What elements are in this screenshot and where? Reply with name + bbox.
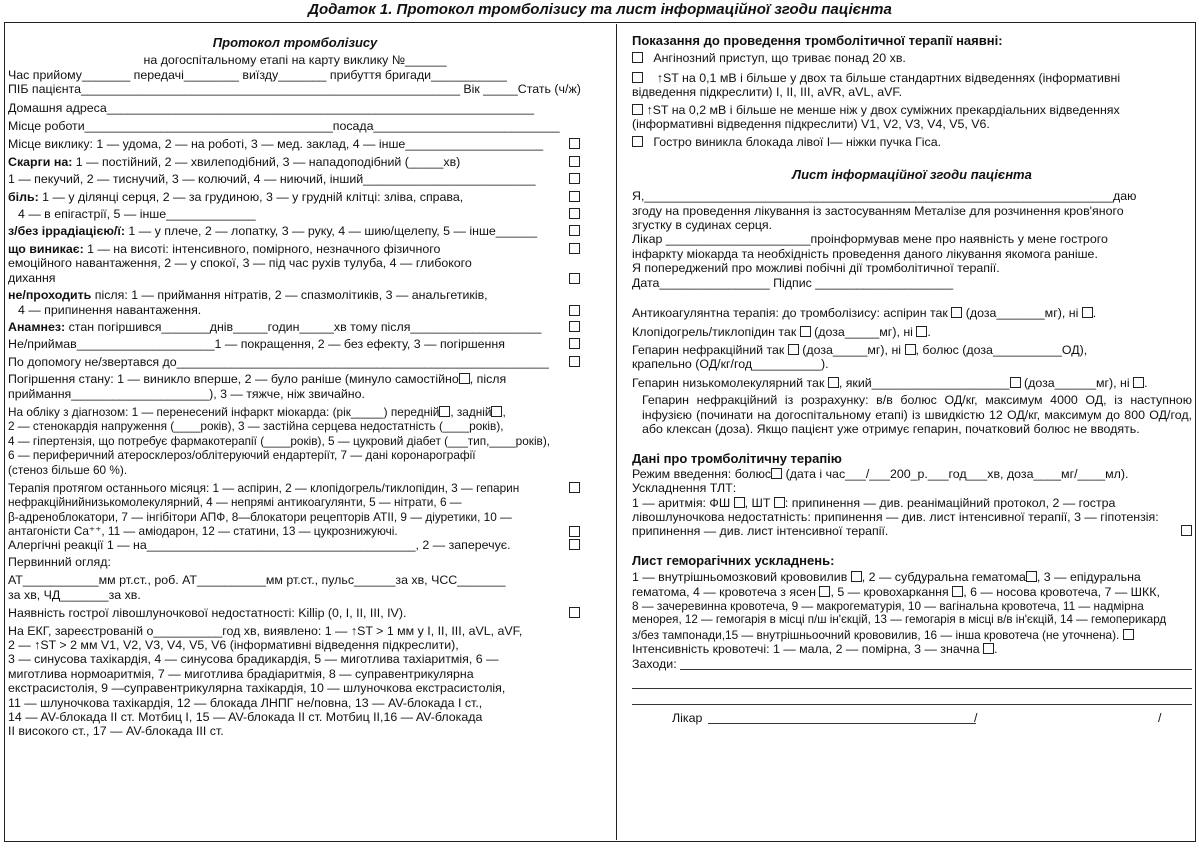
pain-other-row: 4 — в епігастрії, 5 — інше_____________ bbox=[8, 207, 582, 221]
lmwh-no-checkbox[interactable] bbox=[1133, 377, 1144, 388]
card-number-field[interactable]: на догоспітальному етапі на карту виклику №______ bbox=[143, 53, 447, 68]
call-place-row: Місце виклику: 1 — удома, 2 — на роботі, 3 — мед. заклад, 4 — інше____________________ bbox=[8, 137, 582, 151]
call-place-checkbox[interactable] bbox=[569, 138, 580, 149]
mi-posterior-checkbox[interactable] bbox=[491, 406, 502, 417]
anamnesis-checkbox[interactable] bbox=[569, 321, 580, 332]
allergy-row: Алергічні реакції 1 — на_______________________________________, 2 — заперечує. bbox=[8, 538, 582, 552]
help-sought-checkbox[interactable] bbox=[569, 356, 580, 367]
complaints-checkbox[interactable] bbox=[569, 156, 580, 167]
pain-other-checkbox[interactable] bbox=[569, 208, 580, 219]
irradiation-row: з/без іррадіацією/ї: 1 — у плече, 2 — лопатку, 3 — руку, 4 — шию/щелепу, 5 — інше______ bbox=[8, 224, 582, 238]
intensity-checkbox[interactable] bbox=[983, 643, 994, 654]
hemorrhagic-title: Лист геморагічних ускладнень: bbox=[632, 552, 835, 568]
vt-checkbox[interactable] bbox=[774, 497, 785, 508]
consent-column: Показання до проведення тромболітичної терапії наявні: Ангінозний приступ, що триває понад 20 хв. ↑ST на 0,1 мВ і більше у двох та більше стандартних відведеннях (інформативні відведення підкреслити) I, II, III, aVR, aVL, aVF. ↑ST на 0,2 мВ і більше не менше ніж у двох суміжних прекардіальних відведеннях (інформативні відведення підкреслити) V1, V2, V3, V4, V5, V6. Гостро виникла блокада лівої І— ніжки пучка Гіса. Лист інформаційної згоди пацієнта Я,____________________________________________________________________даю згоду на проведення лікування із застосуванням Металізе для розчинення кров'яного згустку в судинах серця. Лікар _____________________проінформував мене про наявність у мене гострого інфаркту міокарда та необхідність проведення даного лікування якомога раніше. Я попереджений про можливі побічні дії тромболітичної терапії. Дата________________ Підпис ____________________ Антикоагулянтна терапія: до тромболізису: аспірин так (доза_______мг), ні . Клопідогрель/тиклопідин так (доза_____мг), ні . Гепарин нефракційний так (доза_____мг), ні , болюс (доза__________ОД), крапельно (ОД/кг/год__________). Гепарин низькомолекулярний так , який____________________ (доза______мг), ні . Гепарин нефракційний із розрахунку: в/в болюс ОД/кг, максимум 4000 ОД, із наступною інфузією (починати на догоспітальному етапі) із швидкістю 12 ОД/кг, максимум до 800 ОД/год, або клексан (доза). Якщо пацієнт уже отримує гепарин, початковий болюс не вводять. Дані про тромболітичну терапію Режим введення: болюс (дата і час___/___200_р.___год___хв, доза____мг/____мл). Ускладнення ТЛТ: 1 — аритмія: ФШ , ШТ : припинення — див. реанімаційний протокол, 2 — гостра лівошлуночкова недостатність: припинення — див. лист інтенсивної терапії, 3 — гіпотензія: припинення — див. лист інтенсивної терапії. Лист геморагічних ускладнень: 1 — внутрішньомозковий крововилив , 2 — субдуральна гематома , 3 — епідуральна гематома, 4 — кровотеча з ясен , 5 — кровохаркання , 6 — носова кровотеча, 7 — ШКК, 8 — зачеревинна кровотеча, 9 — макрогематурія, 10 — вагінальна кровотеча, 11 — надмірна менорея, 12 — гемогарія в місці п/ш ін'єкцій, 13 — гемогарія в місці в/в ін'єкцій, 14 — гемоперикард з/без тампонади,15 — внутрішньоочний крововилив, 16 — інша кровотеча (не уточнена). Інтенсивність кровотечі: 1 — мала, 2 — помірна, 3 — значна . Заходи: Лікар / / bbox=[632, 33, 1192, 726]
indication-st-precordial-checkbox[interactable] bbox=[632, 104, 643, 115]
onset-row: що виникає: 1 — на висоті: інтенсивного , помірного , незначного фізичного емоційного навантаження, 2 — у спокої, 3 — під час рухів тулуба , 4 — глибокого дихання bbox=[8, 242, 582, 285]
pain-location-row: біль: 1 — у ділянці серця, 2 — за грудиною, 3 — у грудній клітці: зліва , справа , bbox=[8, 190, 582, 204]
resp-rate-field[interactable]: за хв, ЧД_______за хв. bbox=[8, 587, 141, 602]
consent-doctor-field[interactable]: Лікар _____________________проінформував мене про наявність у мене гострого bbox=[632, 232, 1108, 247]
indication-st-limb-checkbox[interactable] bbox=[632, 72, 643, 83]
pain-type-row: 1 — пекучий, 2 — тиснучий, 3 — колючий, 4 — ниючий, інший_________________________ bbox=[8, 172, 582, 186]
help-sought-row: По допомогу не/звертався до______________________________________________________ bbox=[8, 355, 582, 369]
hemoptysis-checkbox[interactable] bbox=[952, 586, 963, 597]
ecg-block: На ЕКГ, зареєстрованій о__________год хв, виявлено: 1 — ↑ST > 1 мм у I, II, III, aVL, aVF, bbox=[8, 623, 523, 638]
complaints-row: Скарги на: 1 — постійний, 2 — хвилеподібний, 3 — нападоподібний (_____хв) bbox=[8, 155, 582, 169]
consent-title: Лист інформаційної згоди пацієнта bbox=[792, 166, 1032, 182]
page-title: Додаток 1. Протокол тромболізису та лист інформаційної згоди пацієнта bbox=[308, 1, 892, 18]
medication-taken-row: Не/приймав____________________1 — покращення, 2 — без ефекту, 3 — погіршення bbox=[8, 337, 582, 351]
other-bleed-checkbox[interactable] bbox=[1123, 629, 1134, 640]
bp-field[interactable]: АТ___________мм рт.ст., роб. АТ__________мм рт.ст., пульс______за хв, ЧСС_______ bbox=[8, 573, 506, 588]
aspirin-yes-checkbox[interactable] bbox=[951, 307, 962, 318]
pain-location-checkbox[interactable] bbox=[569, 191, 580, 202]
workplace-field[interactable]: Місце роботи____________________________________посада___________________________ bbox=[8, 119, 560, 134]
clopidogrel-no-checkbox[interactable] bbox=[916, 326, 927, 337]
hypotension-checkbox[interactable] bbox=[1181, 525, 1192, 536]
home-address-field[interactable]: Домашня адреса______________________________________________________________ bbox=[8, 100, 535, 115]
medication-taken-checkbox[interactable] bbox=[569, 338, 580, 349]
lmwh-yes-checkbox[interactable] bbox=[828, 377, 839, 388]
relief-row: не/проходить після: 1 — приймання нітратів, 2 — спазмолітиків, 3 — анальгетиків, 4 — припинення навантаження. bbox=[8, 288, 582, 317]
consent-date-signature[interactable]: Дата________________ Підпис ____________________ bbox=[632, 275, 954, 290]
subdural-checkbox[interactable] bbox=[1026, 571, 1037, 582]
protocol-title: Протокол тромболізису bbox=[212, 35, 378, 50]
relief-checkbox[interactable] bbox=[569, 305, 580, 316]
primary-exam: Первинний огляд: bbox=[8, 555, 111, 569]
killip-row: Наявність гострої лівошлуночкової недостатності: Killip (0, I, II, III, IV). bbox=[8, 606, 582, 620]
patient-name-field[interactable]: ПІБ пацієнта_______________________________________________________ Вік _____Стать (ч/ж) bbox=[8, 82, 581, 97]
vf-checkbox[interactable] bbox=[734, 497, 745, 508]
resolved-self-checkbox[interactable] bbox=[459, 373, 470, 384]
therapy-row: Терапія протягом останнього місяця: 1 — аспірин, 2 — клопідогрель/тиклопідин, 3 — гепарин нефракційний низькомолекулярний , 4 — непрямі антикоагулянти, 5 — нітрати, 6 — β-адреноблокатори, 7 — інгібітори АПФ, 8—блокатори рецепторів АТІІ, 9 — діуретики, 10 — антагоністи Ca⁺⁺, 11 — аміодарон, 12 — статини, 13 — цукрознижуючі. bbox=[8, 481, 582, 539]
thrombolysis-protocol: Протокол тромболізису на догоспітальному етапі на карту виклику №______ Час прийому_______ передачі________ виїзду_______ прибуття бригади___________ ПІБ пацієнта_______________________________________________________ Вік _____Стать (ч/ж) Домашня адреса______________________________________________________________ Місце роботи____________________________________посада___________________________ Місце виклику: 1 — удома, 2 — на роботі, 3 — мед. заклад, 4 — інше____________________ Скарги на: 1 — постійний, 2 — хвилеподібний, 3 — нападоподібний (_____хв) 1 — пекучий, 2 — тиснучий, 3 — колючий, 4 — ниючий, інший_________________________ біль: 1 — у ділянці серця, 2 — за грудиною, 3 — у грудній клітці: зліва , справа , 4 — в епігастрії, 5 — інше_____________ з/без іррадіацією/ї: 1 — у плече, 2 — лопатку, 3 — руку, 4 — шию/щелепу, 5 — інше______ що виникає: 1 — на висоті: інтенсивного , помірного , незначного фізичного емоційного навантаження, 2 — у спокої, 3 — під час рухів тулуба , 4 — глибокого дихання не/проходить після: 1 — приймання нітратів, 2 — спазмолітиків, 3 — анальгетиків, 4 — припинення навантаження. Анамнез: стан погіршився_______днів_____годин_____хв тому після___________________ Не/приймав____________________1 — покращення, 2 — без ефекту, 3 — погіршення По допомогу не/звертався до______________________________________________________ Погіршення стану: 1 — виникло вперше, 2 — було раніше (минуло самостійно , після приймання____________________), 3 — тяжче, ніж звичайно. На обліку з діагнозом: 1 — перенесений інфаркт міокарда: (рік_____) передній , задній , 2 — стенокардія напруження (____років), 3 — застійна серцева недостатність (____років), 4 — гіпертензія, що потребує фармакотерапії (____років), 5 — цукровий діабет (___тип,____років), 6 — периферичний атеросклероз/облітеруючий ендартеріїт, 7 — дані коронарографії (стеноз більше 60 %). Терапія протягом останнього місяця: 1 — аспірин, 2 — клопідогрель/тиклопідин, 3 — гепарин нефракційний низькомолекулярний , 4 — непрямі антикоагулянти, 5 — нітрати, 6 — β-адреноблокатори, 7 — інгібітори АПФ, 8—блокатори рецепторів АТІІ, 9 — діуретики, 10 — антагоністи Ca⁺⁺, 11 — аміодарон, 12 — статини, 13 — цукрознижуючі. Алергічні реакції 1 — на_______________________________________, 2 — заперечує. Первинний огляд: АТ___________мм рт.ст., роб. АТ__________мм рт.ст., пульс______за хв, ЧСС_______ за хв, ЧД_______за хв. Наявність гострої лівошлуночкової недостатності: Killip (0, I, II, III, IV). На ЕКГ, зареєстрованій о__________год хв, виявлено: 1 — ↑ST > 1 мм у I, II, III, aVL, aVF, 2 — ↑ST > 2 мм V1, V2, V3, V4, V5, V6 (інформативні відведення підкреслити), 3 — синусова тахікардія, 4 — синусова брадикардія, 5 — миготлива тахіаритмія, 6 — миготлива нормоаритмія, 7 — миготлива брадіаритмія, 8 — суправентрикулярна екстрасистолія, 9 —суправентрикулярна тахікардія, 10 — шлуночкова екстрасистолія, 11 — шлуночкова тахікардія, 12 — блокада ЛНПГ не/повна, 13 — AV-блокада I ст., 14 — AV-блокада II ст. Мотбиц I, 15 — AV-блокада II ст. Мотбиц II,16 — AV-блокада II високого ст., 17 — AV-блокада III ст. bbox=[8, 35, 581, 739]
times-field[interactable]: Час прийому_______ передачі________ виїзду_______ прибуття бригади___________ bbox=[8, 67, 507, 82]
thrombolytic-data-title: Дані про тромболітичну терапію bbox=[632, 451, 842, 467]
lmwh-which-checkbox[interactable] bbox=[1010, 377, 1021, 388]
mi-anterior-checkbox[interactable] bbox=[439, 406, 450, 417]
pain-type-checkbox[interactable] bbox=[569, 173, 580, 184]
indication-angina-checkbox[interactable] bbox=[632, 52, 643, 63]
clopidogrel-yes-checkbox[interactable] bbox=[800, 326, 811, 337]
measures-field[interactable]: Заходи: bbox=[632, 657, 1192, 671]
doctor-signature-field[interactable]: Лікар / / bbox=[672, 711, 1162, 726]
ufh-yes-checkbox[interactable] bbox=[788, 344, 799, 355]
bolus-checkbox[interactable] bbox=[771, 468, 782, 479]
therapy-checkbox[interactable] bbox=[569, 526, 580, 537]
indication-lbbb-checkbox[interactable] bbox=[632, 136, 643, 147]
anamnesis-row: Анамнез: стан погіршився_______днів_____годин_____хв тому після___________________ bbox=[8, 320, 582, 334]
consent-name-field[interactable]: Я,____________________________________________________________________даю bbox=[632, 189, 1137, 204]
column-divider bbox=[616, 24, 617, 840]
killip-checkbox[interactable] bbox=[569, 607, 580, 618]
allergy-checkbox[interactable] bbox=[569, 539, 580, 550]
heparin-dosing-note: Гепарин нефракційний із розрахунку: в/в болюс ОД/кг, максимум 4000 ОД, із наступною інфузією (починати на догоспітальному етапі) із швидкістю 12 ОД/кг, максимум до 800 ОД/год, або клексан (доза). Якщо пацієнт уже отримує гепарин, початковий болюс не вводять. bbox=[642, 393, 1192, 436]
irradiation-checkbox[interactable] bbox=[569, 225, 580, 236]
gum-bleed-checkbox[interactable] bbox=[819, 586, 830, 597]
ufh-no-checkbox[interactable] bbox=[905, 344, 916, 355]
aspirin-no-checkbox[interactable] bbox=[1082, 307, 1093, 318]
indications-title: Показання до проведення тромболітичної терапії наявні: bbox=[632, 33, 1003, 48]
onset-checkbox[interactable] bbox=[569, 273, 580, 284]
ich-checkbox[interactable] bbox=[851, 571, 862, 582]
